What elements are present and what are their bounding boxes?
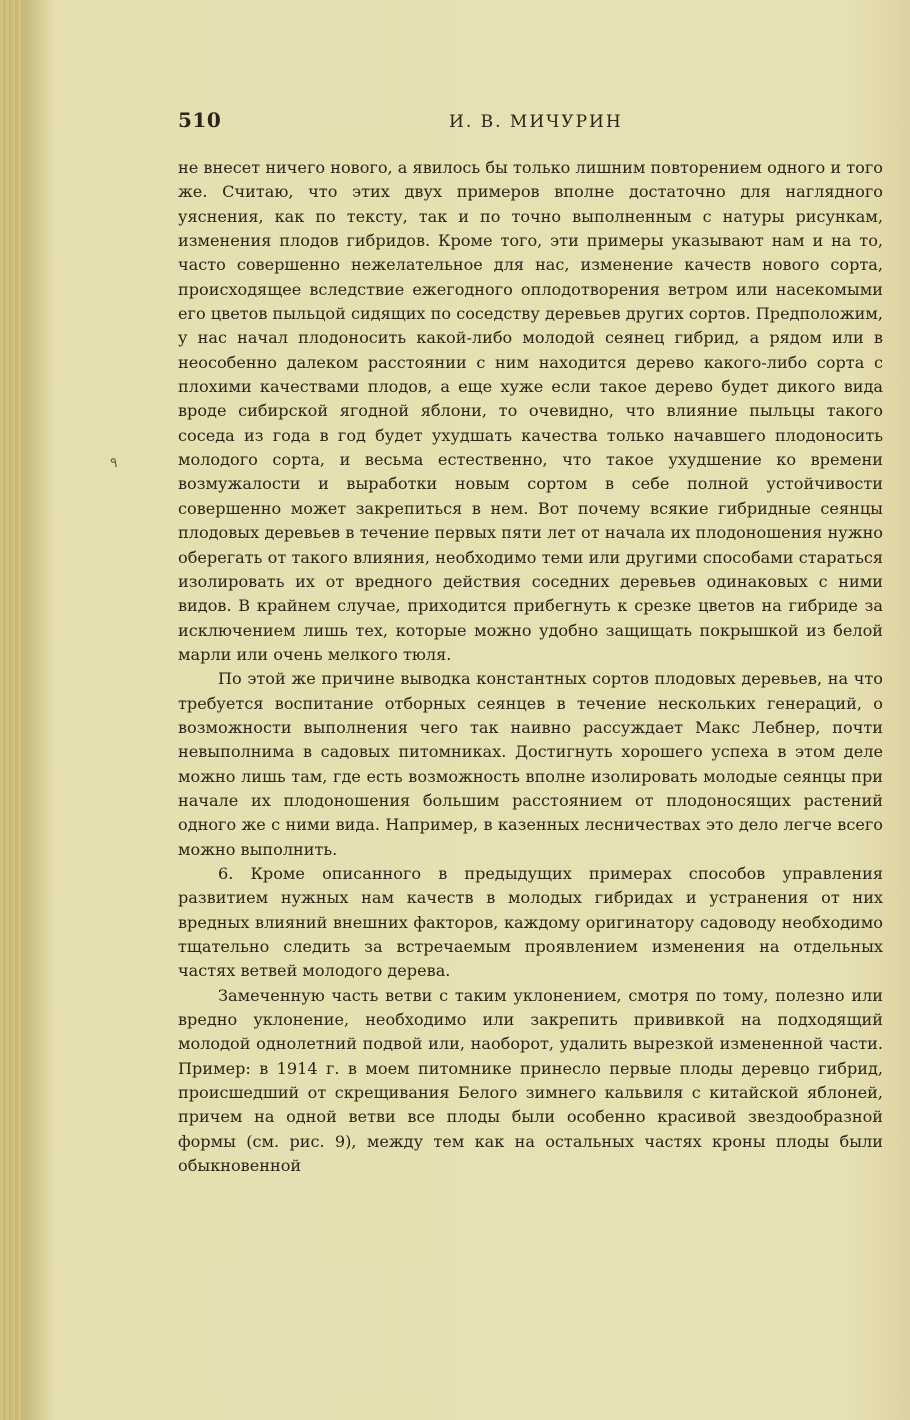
book-spine-edge [0, 0, 24, 1420]
paragraph-3: 6. Кроме описанного в предыдущих примерах способов управления развитием нужных нам качеств в молодых гибридах и устранения от них вредных влияний внешних факторов, каждому оригинатору садоводу необходимо тщательно следить за встречаемым проявлением изменения на отдельных частях ветвей молодого дерева. [178, 863, 883, 981]
paragraph-1: не внесет ничего нового, а явилось бы только лишним повторением одного и того же. Считаю, что этих двух примеров вполне достаточно для наглядного уяснения, как по тексту, так и по точно выполненным с натуры рисункам, изменения плодов гибридов. Кроме того, эти примеры указывают нам и на то, часто совершенно нежелательное для нас, изменение качеств нового сорта, происходящее вследствие ежегодного оплодотворения ветром или насекомыми его цветов пыльцой сидящих по соседству деревьев других сортов. Предположим, у нас начал плодоносить какой-либо молодой сеянец гибрид, а рядом или в неособенно далеком расстоянии с ним находится дерево какого-либо сорта с плохими качествами плодов, а еще хуже если такое дерево будет дикого вида вроде сибирской ягодной яблони, то очевидно, что влияние пыльцы такого соседа из года в год будет ухудшать качества только начавшего плодоносить молодого сорта, и весьма естественно, что такое ухудшение ко времени возмужалости и выработки новым сортом в себе полной устойчивости совершенно может закрепиться в нем. Вот почему всякие гибридные сеянцы плодовых деревьев в течение первых пяти лет от начала их плодоношения нужно оберегать от такого влияния, необходимо теми или другими способами стараться изолировать их от вредного действия соседних деревьев одинаковых с ними видов. В крайнем случае, приходится прибегнуть к срезке цветов на гибриде за исключением лишь тех, которые можно удобно защищать покрышкой из белой марли или очень мелкого тюля. [178, 158, 883, 664]
margin-mark: ٩ [110, 455, 118, 471]
paragraph-2: По этой же причине выводка константных сортов плодовых деревьев, на что требуется воспитание отборных сеянцев в течение нескольких генераций, о возможности выполнения чего так наивно рассуждает Макс Лебнер, почти невыполнима в садовых питомниках. Достигнуть хорошего успеха в этом деле можно лишь там, где есть возможность вполне изолировать молодые сеянцы при начале их плодоношения большим расстоянием от плодоносящих растений одного же с ними вида. Например, в казенных лесничествах это дело легче всего можно выполнить. [178, 669, 883, 859]
body-text [178, 156, 883, 1178]
page-header [178, 108, 883, 138]
running-title: И. В. МИЧУРИН [449, 112, 623, 132]
page-number: 510 [178, 108, 222, 132]
paragraph-4: Замеченную часть ветви с таким уклонением, смотря по тому, полезно или вредно уклонение, необходимо или закрепить прививкой на подходящий молодой однолетний подвой или, наоборот, удалить вырезкой измененной части. Пример: в 1914 г. в моем питомнике принесло первые плоды деревцо гибрид, происшедший от скрещивания Белого зимнего кальвиля с китайской яблоней, причем на одной ветви все плоды были особенно красивой звездообразной формы (см. рис. 9), между тем как на остальных частях кроны плоды были обыкновенной [178, 985, 883, 1176]
gutter-shadow [24, 0, 54, 1420]
